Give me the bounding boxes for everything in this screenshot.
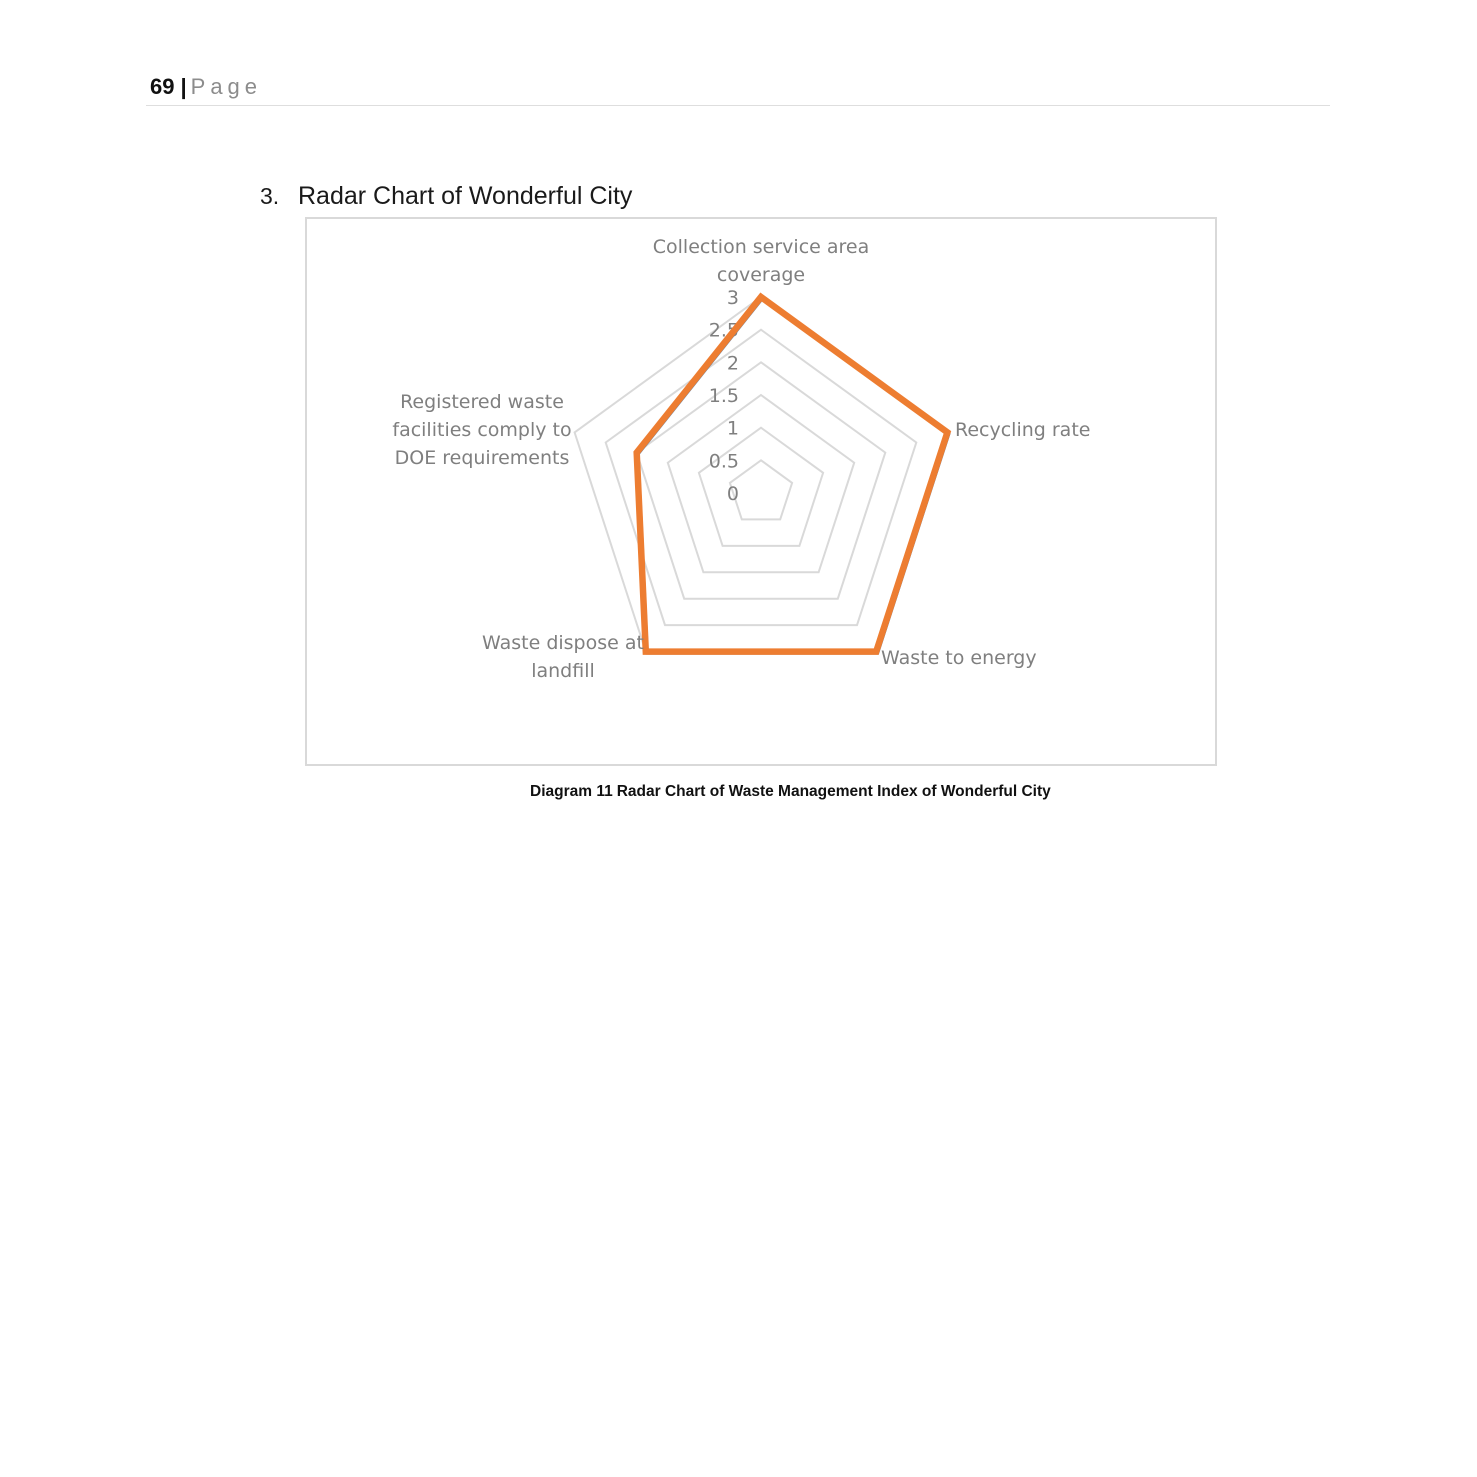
page-header	[150, 74, 262, 100]
grid-ring-2	[699, 428, 823, 546]
axis-label-5	[392, 391, 571, 469]
page-word: Page	[190, 74, 263, 99]
axis-label-line: Registered waste	[400, 391, 564, 413]
figure-caption	[530, 783, 1051, 801]
section-number: 3.	[260, 183, 280, 209]
axis-label-line: Recycling rate	[955, 419, 1091, 441]
page-separator: |	[180, 74, 187, 99]
axis-label-line: DOE requirements	[394, 447, 570, 469]
axis-label-4	[482, 632, 644, 682]
axis-label-2	[955, 419, 1090, 441]
chart-frame	[305, 217, 1217, 766]
axis-label-line: Waste dispose at	[482, 632, 644, 654]
tick-label: 2.5	[708, 319, 739, 342]
section-title: Radar Chart of Wonderful City	[298, 182, 633, 210]
section-heading	[260, 182, 632, 211]
axis-label-3	[881, 647, 1037, 669]
header-divider	[146, 105, 1330, 106]
tick-label: 1.5	[708, 385, 739, 407]
axis-label-line: facilities comply to	[392, 419, 572, 441]
caption-text: Radar Chart of Waste Management Index of Wonderful City	[616, 783, 1051, 800]
axis-label-1	[653, 236, 870, 286]
radar-chart	[307, 219, 1215, 764]
tick-label: 3	[726, 287, 739, 309]
axis-label-line: landfill	[531, 660, 595, 682]
page-number: 69	[150, 74, 175, 99]
tick-label: 0.5	[708, 450, 739, 473]
axis-label-line: coverage	[716, 264, 806, 286]
tick-label: 0	[726, 483, 739, 505]
tick-label: 2	[726, 352, 739, 375]
grid-ring-1	[730, 460, 792, 519]
tick-label: 1	[726, 417, 739, 440]
axis-label-line: Waste to energy	[881, 647, 1037, 669]
axis-label-line: Collection service area	[652, 236, 870, 258]
caption-label: Diagram 11	[530, 783, 613, 800]
